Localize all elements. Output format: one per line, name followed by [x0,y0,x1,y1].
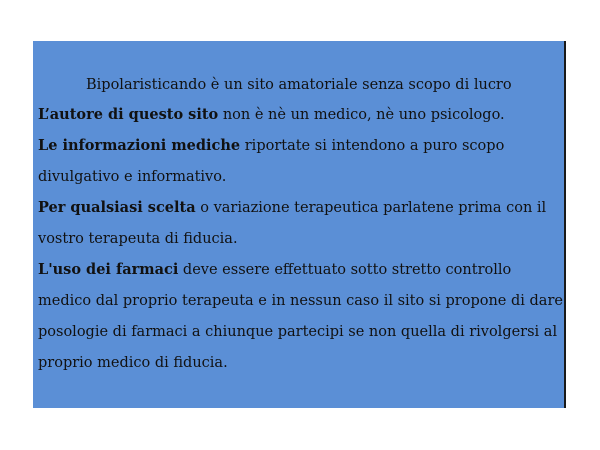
paragraph-continuation: vostro terapeuta di fiducia. [38,231,238,247]
paragraph-choices [38,198,558,249]
paragraph-continuation: medico dal proprio terapeuta e in nessun caso il sito si propone di dare [38,293,563,309]
paragraph-lead: Per qualsiasi scelta [38,199,196,216]
paragraph-line [38,260,558,280]
paragraph-line [38,105,558,125]
paragraph-medical-info [38,136,558,187]
paragraph-text: non è nè un medico, nè uno psicologo. [218,107,505,123]
paragraph-text: deve essere effettuato sotto stretto controllo [178,262,512,278]
paragraph-lead: Le informazioni mediche [38,137,241,154]
paragraph-lead: L’autore di questo sito [38,106,219,123]
disclaimer-text [38,75,563,384]
paragraph-author [38,105,558,125]
paragraph-continuation: proprio medico di fiducia. [38,355,228,371]
intro-line: Bipolaristicando è un sito amatoriale senza scopo di lucro [86,77,512,93]
paragraph-text: o variazione terapeutica parlatene prima con il [195,200,547,216]
paragraph-line [38,136,558,156]
paragraph-line [38,198,558,218]
paragraph-drugs [38,260,563,373]
paragraph-continuation: divulgativo e informativo. [38,169,227,185]
paragraph-continuation: posologie di farmaci a chiunque partecipi se non quella di rivolgersi al [38,324,558,340]
disclaimer-panel [33,41,566,408]
paragraph-lead: L'uso dei farmaci [38,261,179,278]
paragraph-text: riportate si intendono a puro scopo [240,138,505,154]
